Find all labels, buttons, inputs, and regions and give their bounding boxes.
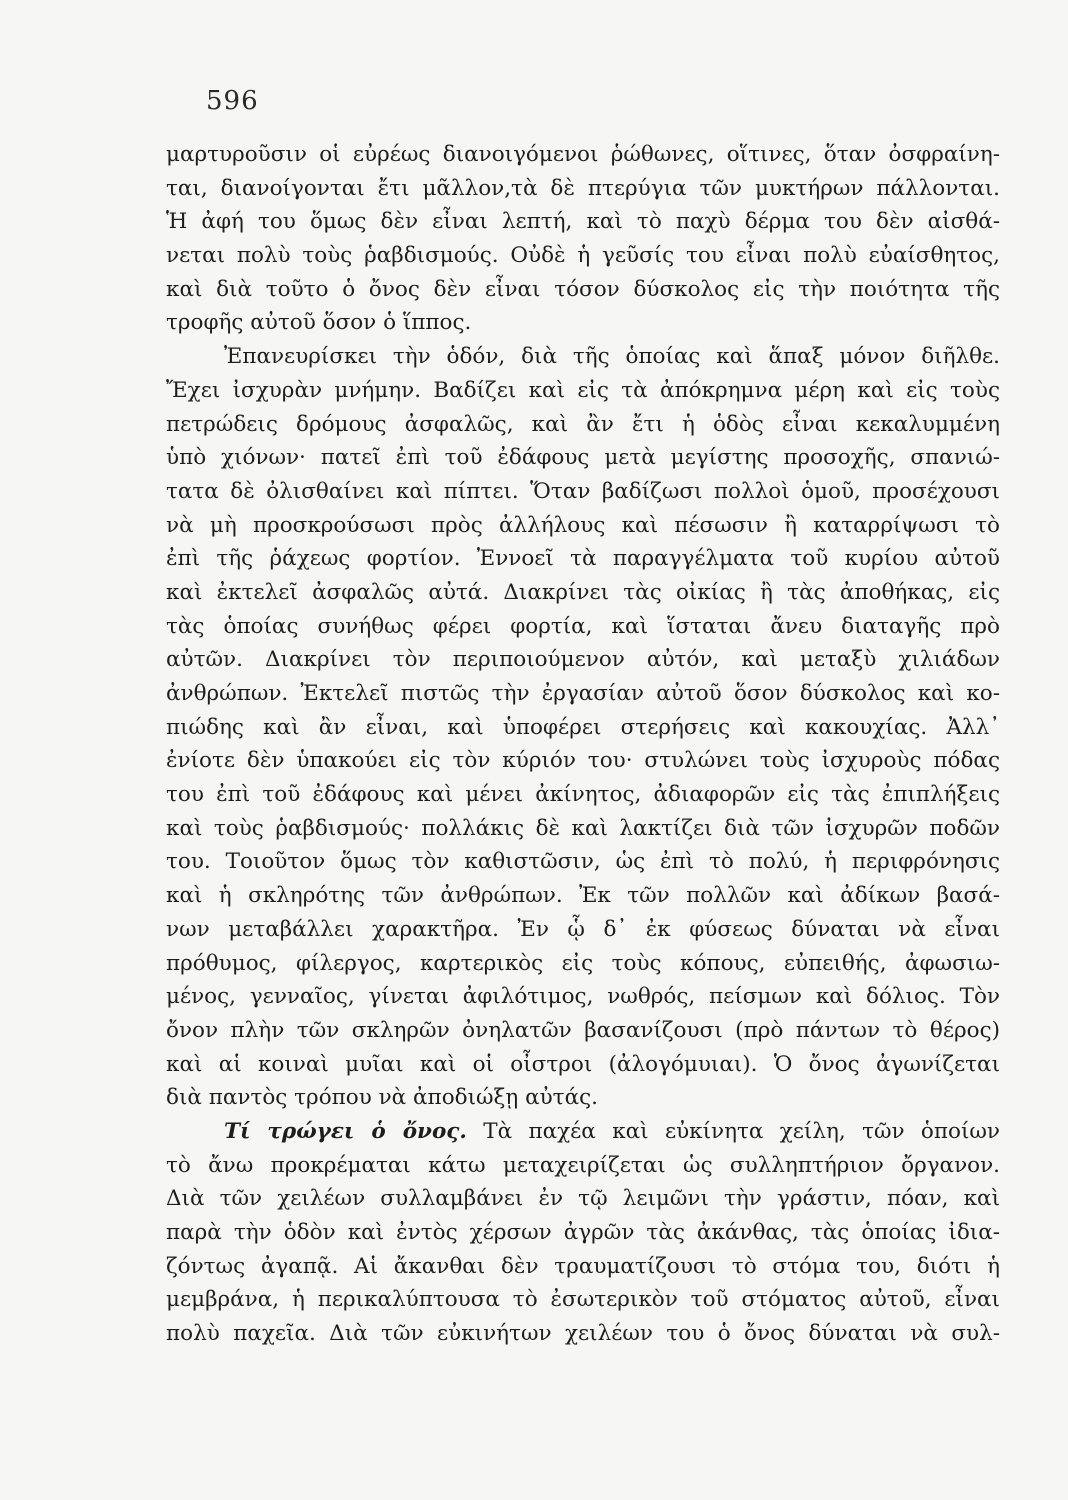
text-line: τὰς ὁποίας συνήθως φέρει φορτία, καὶ ἵσταται ἄνευ διαταγῆς πρὸ: [166, 613, 1000, 639]
text-line: καὶ ἡ σκληρότης τῶν ἀνθρώπων. Ἐκ τῶν πολλῶν καὶ ἀδίκων βασά-: [166, 883, 1000, 909]
text-line: ζόντως ἀγαπᾷ. Αἱ ἄκανθαι δὲν τραυματίζουσι τὸ στόμα του, διότι ἡ: [166, 1253, 1000, 1279]
page-number: 596: [206, 86, 259, 116]
text-line: διὰ παντὸς τρόπου νὰ ἀποδιώξῃ αὐτάς.: [166, 1085, 598, 1111]
text-line: τὸ ἄνω προκρέμαται κάτω μεταχειρίζεται ὡς συλληπτήριον ὄργανον.: [166, 1152, 1000, 1178]
text-line: Διὰ τῶν χειλέων συλλαμβάνει ἐν τῷ λειμῶνι τὴν γράστιν, πόαν, καὶ: [166, 1186, 1000, 1212]
text-line: πιώδης καὶ ἂν εἶναι, καὶ ὑποφέρει στερήσεις καὶ κακουχίας. Ἀλλ᾿: [166, 714, 1000, 740]
text-line: νων μεταβάλλει χαρακτῆρα. Ἐν ᾧ δ᾿ ἐκ φύσεως δύναται νὰ εἶναι: [166, 916, 1000, 942]
text-line: καὶ ἐκτελεῖ ἀσφαλῶς αὐτά. Διακρίνει τὰς οἰκίας ἢ τὰς ἀποθήκας, εἰς: [166, 579, 1000, 605]
text-line: ὑπὸ χιόνων· πατεῖ ἐπὶ τοῦ ἐδάφους μετὰ μεγίστης προσοχῆς, σπανιώ-: [166, 445, 1000, 471]
text-line: νεται πολὺ τοὺς ῥαβδισμούς. Οὐδὲ ἡ γεῦσίς του εἶναι πολὺ εὐαίσθητος,: [166, 243, 1000, 269]
text-line: του ἐπὶ τοῦ ἐδάφους καὶ μένει ἀκίνητος, ἀδιαφορῶν εἰς τὰς ἐπιπλήξεις: [166, 782, 1000, 808]
text-line: μένος, γενναῖος, γίνεται ἀφιλότιμος, νωθρός, πείσμων καὶ δόλιος. Τὸν: [166, 984, 1000, 1010]
text-line: ἀνθρώπων. Ἐκτελεῖ πιστῶς τὴν ἐργασίαν αὐτοῦ ὅσον δύσκολος καὶ κο-: [166, 681, 1000, 706]
text-line: αὐτῶν. Διακρίνει τὸν περιποιούμενον αὐτόν, καὶ μεταξὺ χιλιάδων: [166, 647, 1000, 673]
text-line: τατα δὲ ὀλισθαίνει καὶ πίπτει. Ὅταν βαδίζωσι πολλοὶ ὁμοῦ, προσέχουσι: [166, 478, 1000, 504]
text-line: μεμβράνα, ἡ περικαλύπτουσα τὸ ἐσωτερικὸν τοῦ στόματος αὐτοῦ, εἶναι: [166, 1287, 1000, 1313]
text-line: [166, 1115, 1000, 1149]
text-line: πολὺ παχεῖα. Διὰ τῶν εὐκινήτων χειλέων του ὁ ὄνος δύναται νὰ συλ-: [166, 1321, 1000, 1347]
text-line: νὰ μὴ προσκρούσωσι πρὸς ἀλλήλους καὶ πέσωσιν ἢ καταρρίψωσι τὸ: [166, 512, 1000, 538]
text-line: ται, διανοίγονται ἔτι μᾶλλον,τὰ δὲ πτερύγια τῶν μυκτήρων πάλλονται.: [166, 175, 1000, 201]
text-line: παρὰ τὴν ὁδὸν καὶ ἐντὸς χέρσων ἀγρῶν τὰς ἀκάνθας, τὰς ὁποίας ἰδια-: [166, 1220, 1000, 1245]
text-line: ὄνον πλὴν τῶν σκληρῶν ὀνηλατῶν βασανίζουσι (πρὸ πάντων τὸ θέρος): [166, 1017, 1000, 1043]
text-line-content: Τὰ παχέα καὶ εὐκίνητα χείλη, τῶν ὁποίων: [466, 1118, 1000, 1144]
text-line: ἐπὶ τῆς ῥάχεως φορτίον. Ἐννοεῖ τὰ παραγγέλματα τοῦ κυρίου αὐτοῦ: [166, 546, 1000, 572]
text-line: πετρώδεις δρόμους ἀσφαλῶς, καὶ ἂν ἔτι ἡ ὁδὸς εἶναι κεκαλυμμένη: [166, 411, 1000, 437]
text-line: ἐνίοτε δὲν ὑπακούει εἰς τὸν κύριόν του· στυλώνει τοὺς ἰσχυροὺς πόδας: [166, 748, 1000, 774]
body-text: [166, 138, 1000, 1351]
text-line: Ἡ ἀφή του ὅμως δὲν εἶναι λεπτή, καὶ τὸ παχὺ δέρμα του δὲν αἰσθά-: [166, 209, 1000, 235]
text-line: Ἔχει ἰσχυρὰν μνήμην. Βαδίζει καὶ εἰς τὰ ἀπόκρημνα μέρη καὶ εἰς τοὺς: [166, 377, 1000, 403]
text-line: τροφῆς αὐτοῦ ὅσον ὁ ἵππος.: [166, 310, 472, 336]
text-line: μαρτυροῦσιν οἱ εὐρέως διανοιγόμενοι ῥώθωνες, οἵτινες, ὅταν ὀσφραίνη-: [166, 142, 1000, 167]
text-line: πρόθυμος, φίλεργος, καρτερικὸς εἰς τοὺς κόπους, εὐπειθής, ἀφωσιω-: [166, 950, 1000, 976]
section-heading: Τί τρώγει ὁ ὄνος.: [224, 1118, 467, 1144]
text-line: καὶ αἱ κοιναὶ μυῖαι καὶ οἱ οἶστροι (ἀλογόμυιαι). Ὁ ὄνος ἀγωνίζεται: [166, 1051, 1000, 1077]
text-line: καὶ διὰ τοῦτο ὁ ὄνος δὲν εἶναι τόσον δύσκολος εἰς τὴν ποιότητα τῆς: [166, 276, 1000, 302]
text-line: Ἐπανευρίσκει τὴν ὁδόν, διὰ τῆς ὁποίας καὶ ἅπαξ μόνον διῆλθε.: [224, 344, 1000, 370]
text-line: του. Τοιοῦτον ὅμως τὸν καθιστῶσιν, ὡς ἐπὶ τὸ πολύ, ἡ περιφρόνησις: [166, 849, 1000, 875]
text-line: καὶ τοὺς ῥαβδισμούς· πολλάκις δὲ καὶ λακτίζει διὰ τῶν ἰσχυρῶν ποδῶν: [166, 815, 1000, 841]
